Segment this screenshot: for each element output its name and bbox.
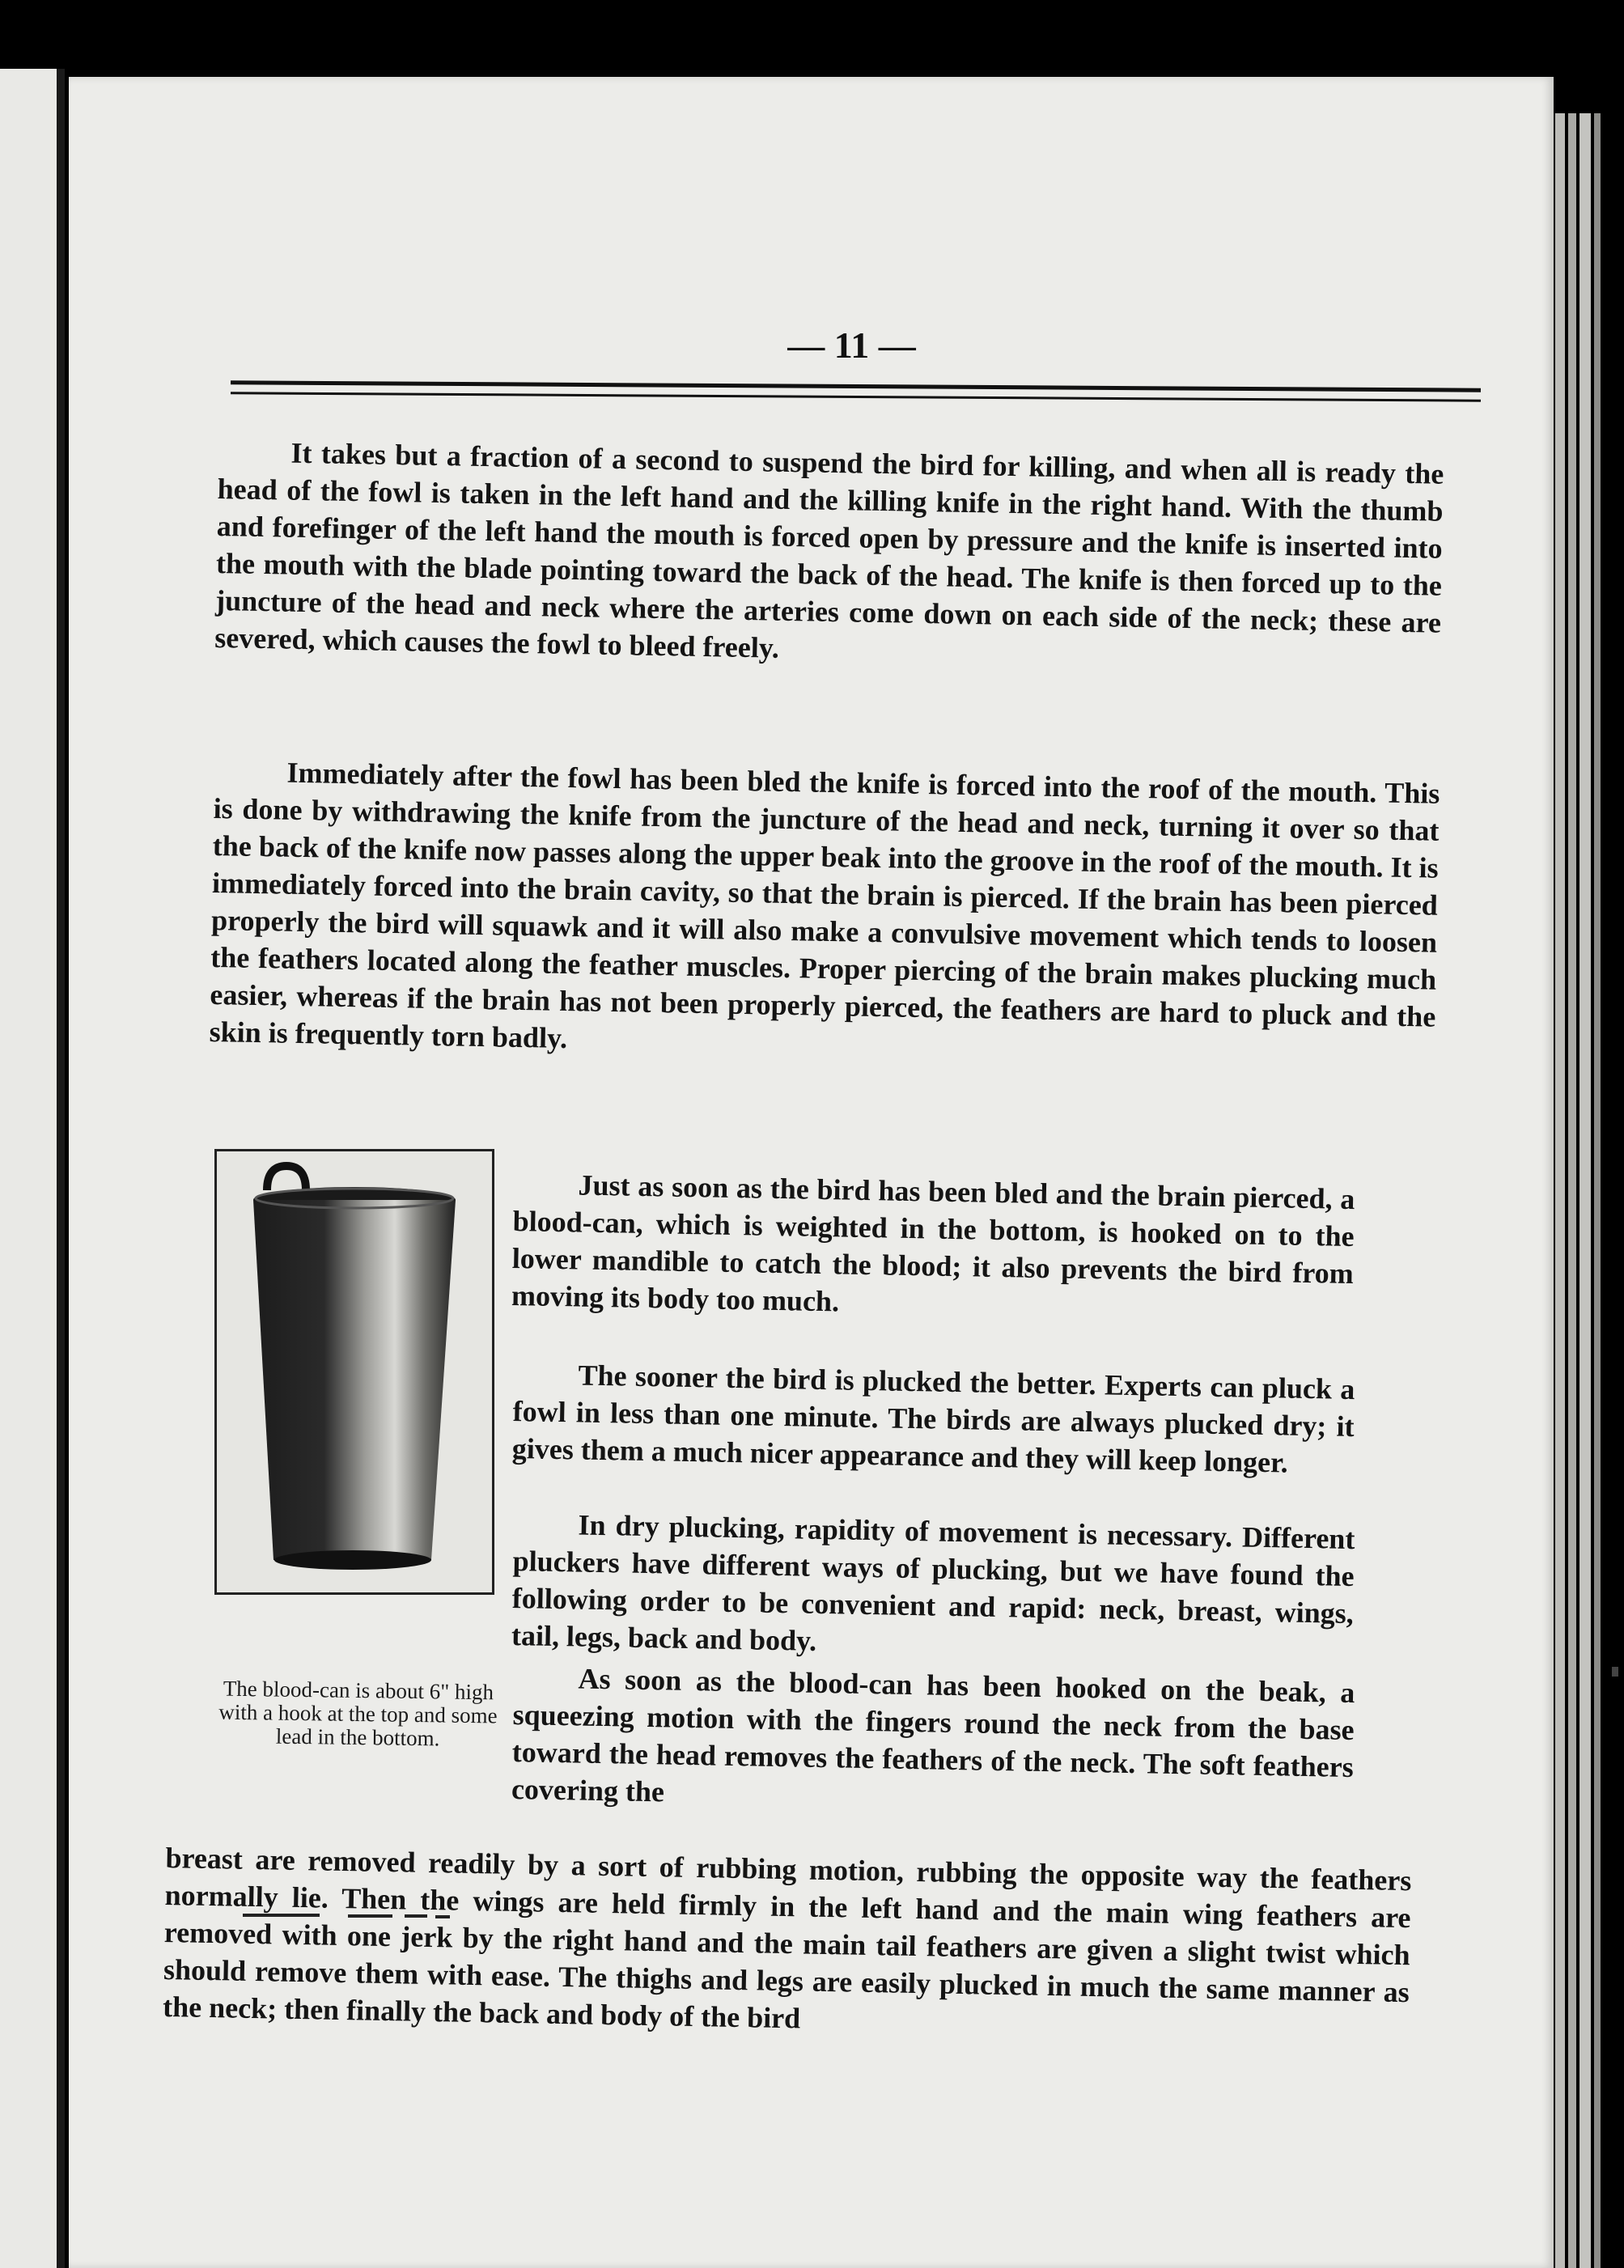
paragraph-blood-can: Just as soon as the bird has been bled and the brain pierced, a blood-can, which is weighted in the bottom, is hooked on to the lower mandible to catch the blood; it also prevents the bird from moving its body too much. xyxy=(511,1168,1355,1318)
blood-can-photo xyxy=(214,1149,494,1595)
paragraph-wings-tail: breast are removed readily by a sort of rubbing motion, rubbing the opposite way the feathers normally lie. Then the wings are held firmly in the left hand and the main wing feathers are removed with one jerk by the right hand and the main tail feathers are given a slight twist which should remove them with ease. The thighs and legs are easily plucked in much the same manner as the neck; then finally the back and body of the bird xyxy=(162,1841,1412,2035)
page-stack-edge xyxy=(1594,113,1601,2268)
header-rule xyxy=(231,392,1481,401)
paragraph-piercing: Immediately after the fowl has been bled the knife is forced into the roof of the mouth. This is done by withdrawing the knife from the juncture of the head and neck, turning it over so that the back of the knife now passes along the upper beak into the groove in the roof of the mouth. It is immediately forced into the brain cavity, so that the brain is pierced. If the brain has been pierced properly the bird will squawk and it will also make a convulsive movement which tends to loosen the feathers located along the feather muscles. Proper piercing of the brain makes plucking much easier, whereas if the brain has not been properly pierced, the feathers are hard to pluck and the skin is frequently torn badly. xyxy=(209,756,1440,1055)
page-stack-edge xyxy=(1568,113,1576,2268)
scan-speck xyxy=(1612,1667,1618,1677)
facing-page-edge xyxy=(0,69,65,2268)
page-number: — 11 — xyxy=(787,324,916,366)
page-stack-edge xyxy=(1579,113,1591,2268)
blood-can-illustration xyxy=(217,1151,492,1592)
paragraph-killing: It takes but a fraction of a second to suspend the bird for killing, and when all is ready the head of the fowl is taken in the left hand and the killing knife in the right hand. With the thumb and forefinger of the left hand the mouth is forced open by pressure and the knife is inserted into the mouth with the blade pointing toward the back of the head. The knife is then forced up to the juncture of the head and neck where the arteries come down on each side of the neck; these are severed, which causes the fowl to bleed freely. xyxy=(214,436,1444,664)
paragraph-sooner-plucked: The sooner the bird is plucked the better. Experts can pluck a fowl in less than one minute. The birds are always plucked dry; it gives them a much nicer appearance and they will keep longer. xyxy=(511,1359,1355,1479)
figure-caption: The blood-can is about 6" high with a hook at the top and some lead in the bottom. xyxy=(218,1676,498,1751)
book-page xyxy=(69,77,1554,2268)
header-rule xyxy=(231,380,1481,392)
paragraph-neck-feathers: As soon as the blood-can has been hooked on the beak, a squeezing motion with the fingers round the neck from the base toward the head removes the feathers of the neck. The soft feathers covering the xyxy=(511,1662,1355,1808)
page-stack-edge xyxy=(1555,113,1565,2268)
paragraph-dry-plucking: In dry plucking, rapidity of movement is necessary. Different pluckers have different ways of plucking, but we have found the following order to be convenient and rapid: neck, breast, wings, tail, legs, back and body. xyxy=(511,1508,1355,1657)
